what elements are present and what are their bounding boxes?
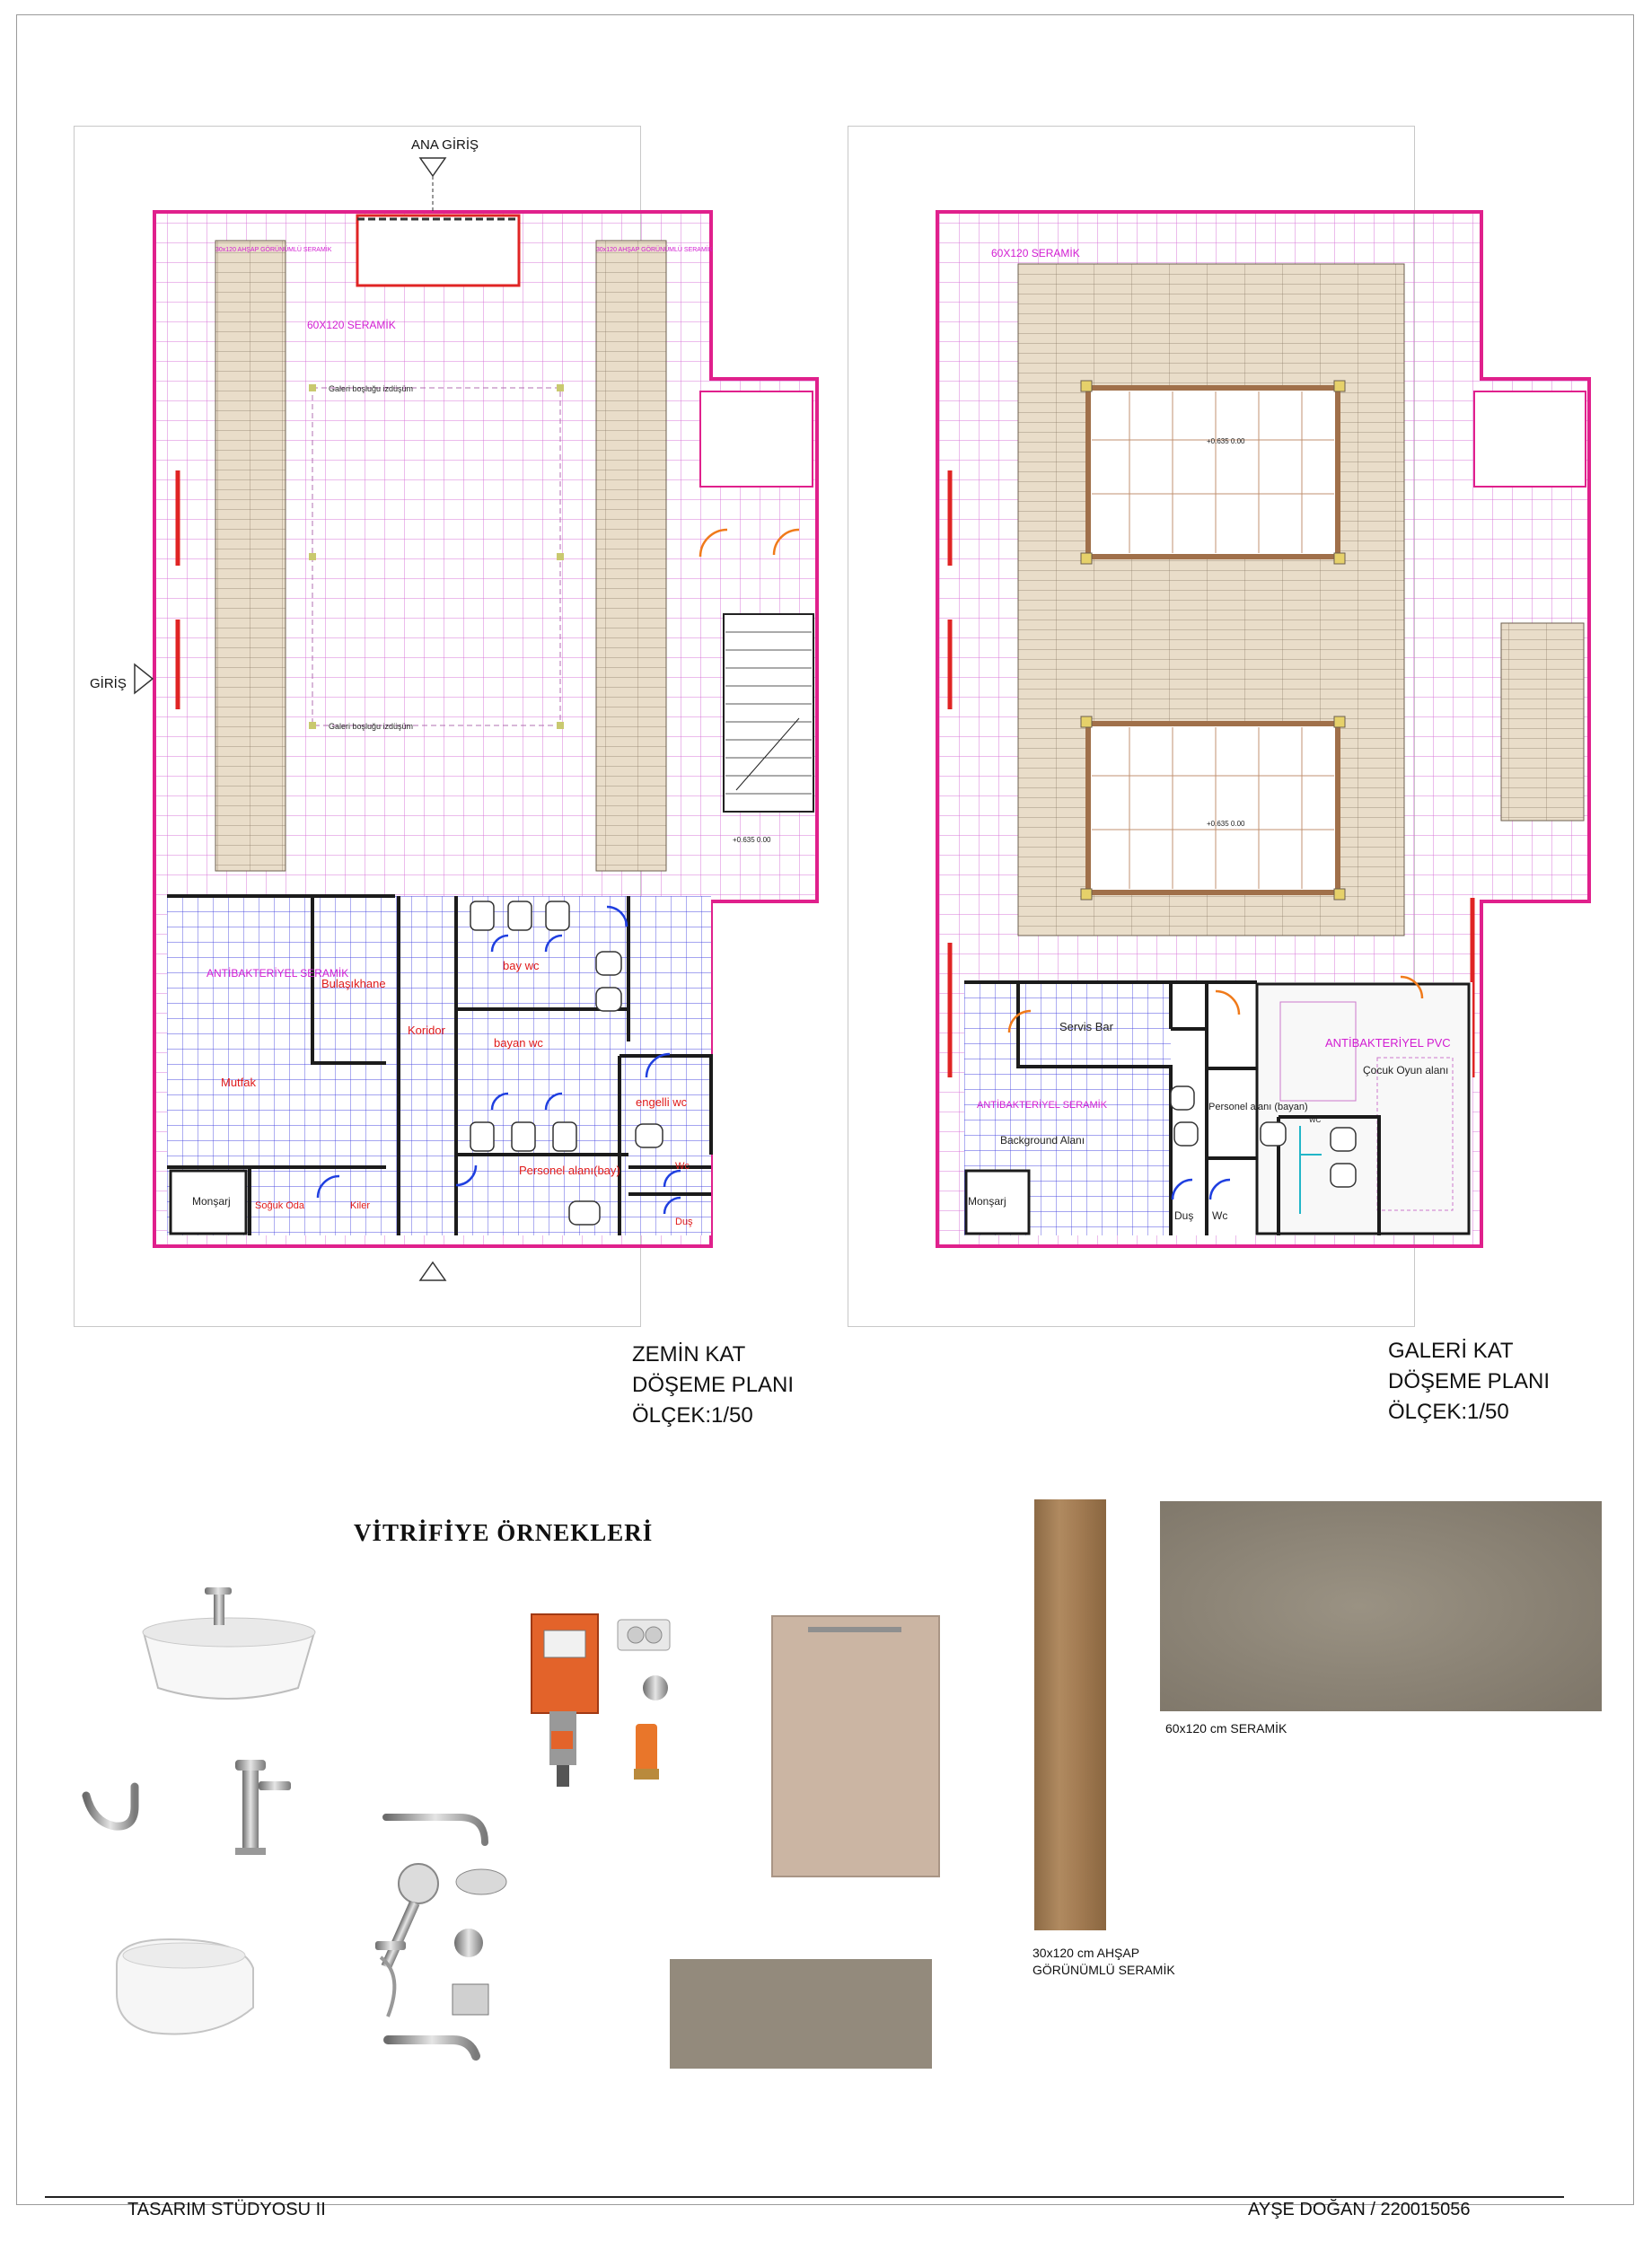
antibacterial-label: ANTİBAKTERİYEL SERAMİK <box>206 967 349 980</box>
floor-note: 60X120 SERAMİK <box>307 319 396 331</box>
shower-set-image <box>375 1817 506 2056</box>
wood-note-left: 30x120 AHŞAP GÖRÜNÜMLÜ SERAMİK <box>215 247 332 253</box>
gallery-void-label-2: Galeri boşluğu izdüşüm <box>329 722 414 731</box>
service-bar-label: Servis Bar <box>1059 1020 1113 1033</box>
gallery-title-line-2: DÖŞEME PLANI <box>1388 1369 1551 1393</box>
ground-title-line-2: DÖŞEME PLANI <box>632 1373 795 1397</box>
gallery-wc-label: Wc <box>1212 1209 1228 1222</box>
pantry-label: Kiler <box>350 1200 371 1211</box>
men-wc-label: bay wc <box>503 959 540 972</box>
samples-heading: VİTRİFİYE ÖRNEKLERİ <box>354 1519 654 1546</box>
footer-course: TASARIM STÜDYOSU II <box>127 2200 326 2219</box>
women-wc-label: bayan wc <box>494 1036 543 1050</box>
shower-tray-image <box>772 1616 939 1876</box>
staff-area-label: Personel alanı(bay) <box>519 1164 620 1177</box>
gallery-staff-area-label: Personel alanı (bayan) <box>1208 1102 1308 1112</box>
main-entrance-label: ANA GİRİŞ <box>411 137 479 153</box>
footer-rule <box>45 2196 1564 2198</box>
cold-room-label: Soğuk Oda <box>255 1200 305 1211</box>
ceramic-tile-caption: 60x120 cm SERAMİK <box>1165 1721 1287 1736</box>
wc-pan-image <box>117 1939 253 2034</box>
monsarj-label: Monşarj <box>192 1195 231 1208</box>
ceramic-tile-small-image <box>670 1959 932 2069</box>
background-area-label: Background Alanı <box>1000 1134 1085 1147</box>
accessible-wc-label: engelli wc <box>636 1095 688 1109</box>
gallery-floor-note: 60X120 SERAMİK <box>991 247 1080 259</box>
gallery-monsarj-label: Monşarj <box>968 1195 1006 1208</box>
gallery-antibacterial-ceramic-label: ANTİBAKTERİYEL SERAMİK <box>977 1100 1108 1111</box>
footer-author: AYŞE DOĞAN / 220015056 <box>1248 2200 1471 2219</box>
gallery-level-mark-2: +0.635 0.00 <box>1207 820 1245 828</box>
corridor-label: Koridor <box>408 1024 445 1037</box>
wood-caption-line-2: GÖRÜNÜMLÜ SERAMİK <box>1032 1963 1175 1977</box>
concealed-cistern-image <box>532 1614 670 1787</box>
level-mark: +0.635 0.00 <box>733 836 771 844</box>
antibacterial-pvc-label: ANTİBAKTERİYEL PVC <box>1325 1036 1451 1050</box>
ground-title-line-3: ÖLÇEK:1/50 <box>632 1403 753 1428</box>
wood-tile-caption <box>1032 1945 1175 1979</box>
gallery-title-line-1: GALERİ KAT <box>1388 1339 1514 1363</box>
siphon-image <box>86 1787 135 1826</box>
dishwashing-label: Bulaşıkhane <box>321 977 386 990</box>
wood-note-right: 30x120 AHŞAP GÖRÜNÜMLÜ SERAMİK <box>596 247 713 253</box>
side-entrance-label: GİRİŞ <box>90 676 127 691</box>
gallery-wc-small-label: WC <box>1309 1116 1322 1124</box>
kitchen-label: Mutfak <box>221 1076 257 1089</box>
wood-caption-line-1: 30x120 cm AHŞAP <box>1032 1946 1140 1960</box>
kids-area-label: Çocuk Oyun alanı <box>1363 1064 1449 1077</box>
wc-label: Wc <box>675 1161 690 1172</box>
gallery-title-line-3: ÖLÇEK:1/50 <box>1388 1400 1509 1424</box>
basin-mixer-image <box>235 1760 291 1855</box>
wood-tile-image <box>1034 1499 1106 1930</box>
gallery-shower-label: Duş <box>1174 1209 1194 1222</box>
ceramic-tile-large-image <box>1160 1501 1602 1711</box>
shower-label: Duş <box>675 1217 693 1227</box>
gallery-level-mark-1: +0.635 0.00 <box>1207 437 1245 445</box>
wash-basin-image <box>143 1587 315 1699</box>
gallery-void-label-1: Galeri boşluğu izdüşüm <box>329 384 414 393</box>
ground-title-line-1: ZEMİN KAT <box>632 1342 746 1367</box>
